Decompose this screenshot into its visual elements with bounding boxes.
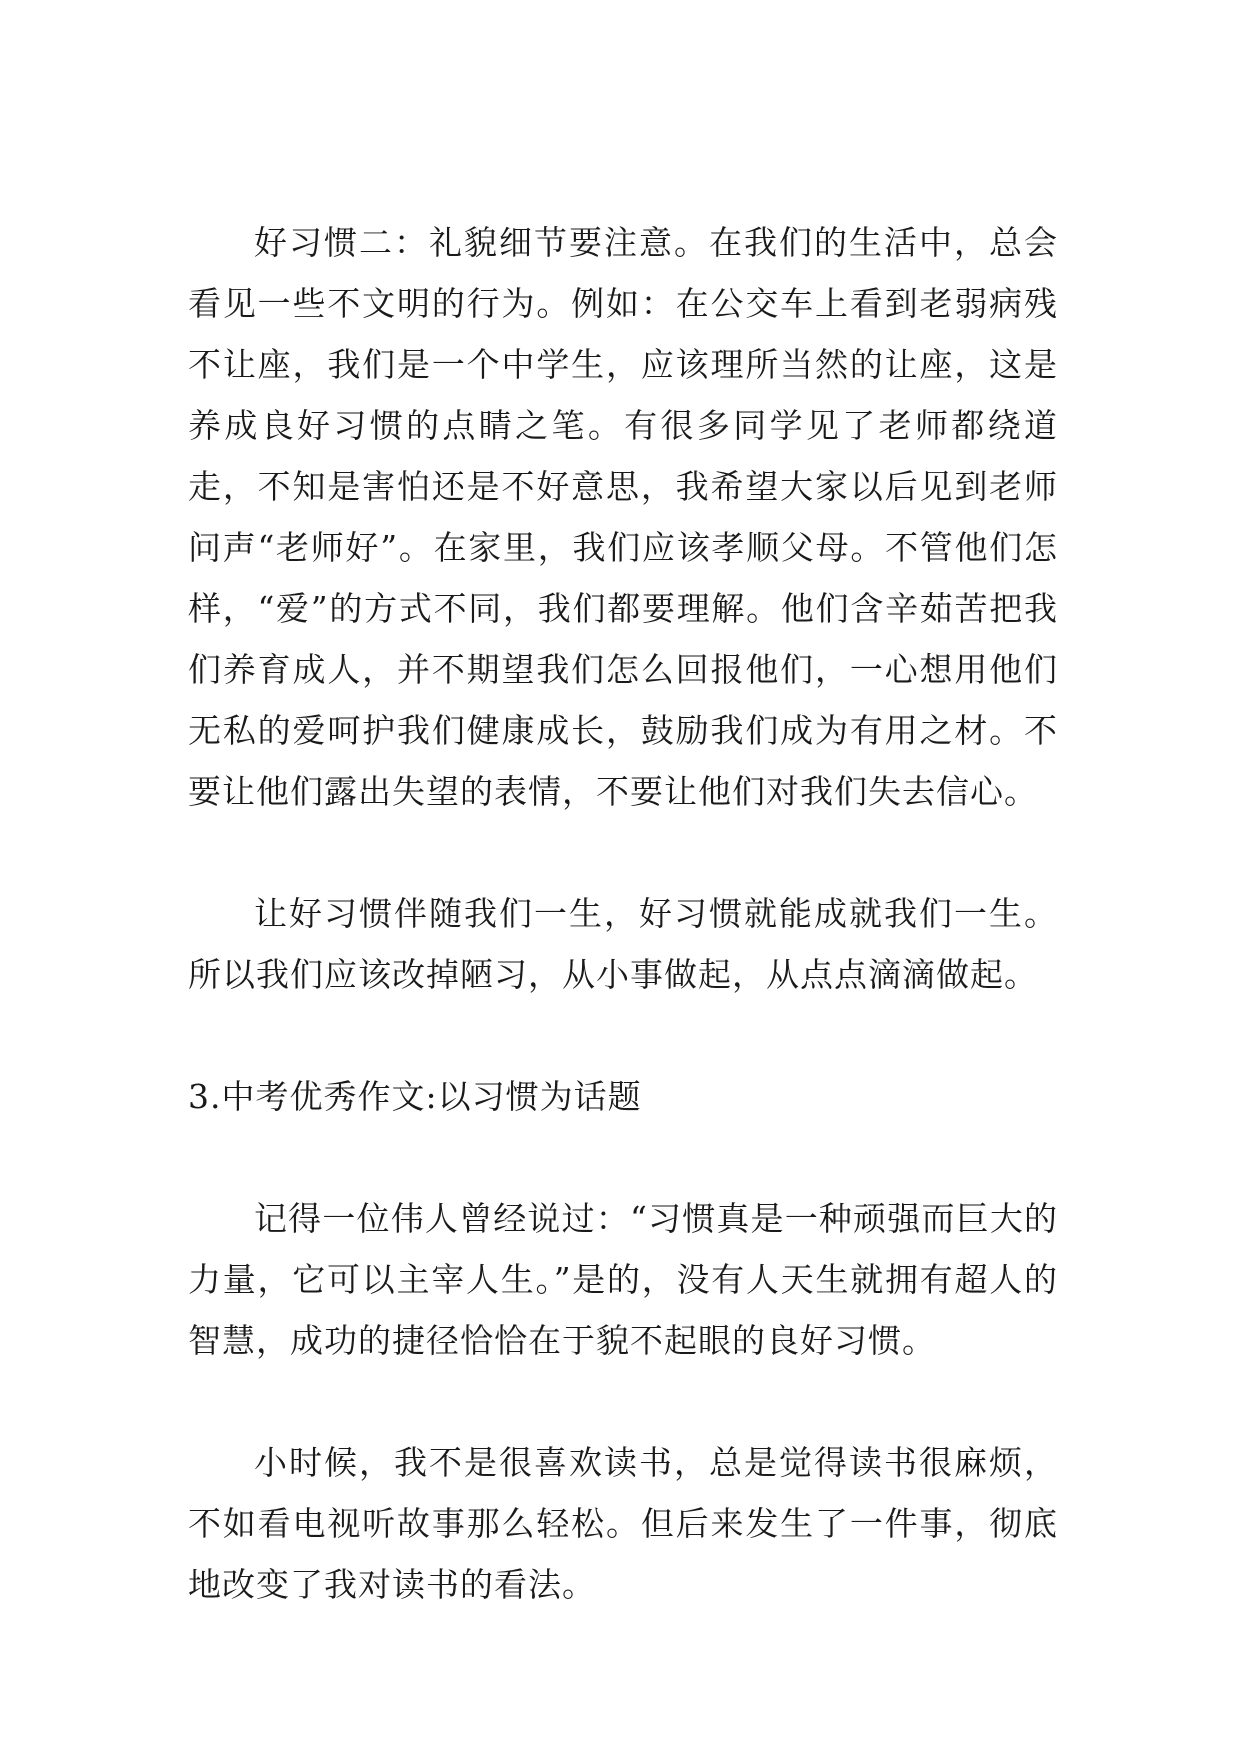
paragraph-childhood: 小时候，我不是很喜欢读书，总是觉得读书很麻烦，不如看电视听故事那么轻松。但后来发生了一件事，彻底地改变了我对读书的看法。: [188, 1443, 1058, 1604]
paragraph-good-habit-two: 好习惯二：礼貌细节要注意。在我们的生活中，总会看见一些不文明的行为。例如：在公交车上看到老弱病残不让座，我们是一个中学生，应该理所当然的让座，这是养成良好习惯的点睛之笔。有很多同学见了老师都绕道走，不知是害怕还是不好意思，我希望大家以后见到老师问声“老师好”。在家里，我们应该孝顺父母。不管他们怎样，“爱”的方式不同，我们都要理解。他们含辛茹苦把我们养育成人，并不期望我们怎么回报他们，一心想用他们无私的爱呵护我们健康成长，鼓励我们成为有用之材。不要让他们露出失望的表情，不要让他们对我们失去信心。: [188, 223, 1058, 811]
paragraph-conclusion: 让好习惯伴随我们一生，好习惯就能成就我们一生。所以我们应该改掉陋习，从小事做起，从点点滴滴做起。: [188, 894, 1058, 994]
document-body: [188, 212, 1058, 1615]
paragraph-quote: 记得一位伟人曾经说过：“习惯真是一种顽强而巨大的力量，它可以主宰人生。”是的，没有人天生就拥有超人的智慧，成功的捷径恰恰在于貌不起眼的良好习惯。: [188, 1199, 1058, 1360]
section-heading: 3.中考优秀作文:以习惯为话题: [188, 1077, 642, 1116]
